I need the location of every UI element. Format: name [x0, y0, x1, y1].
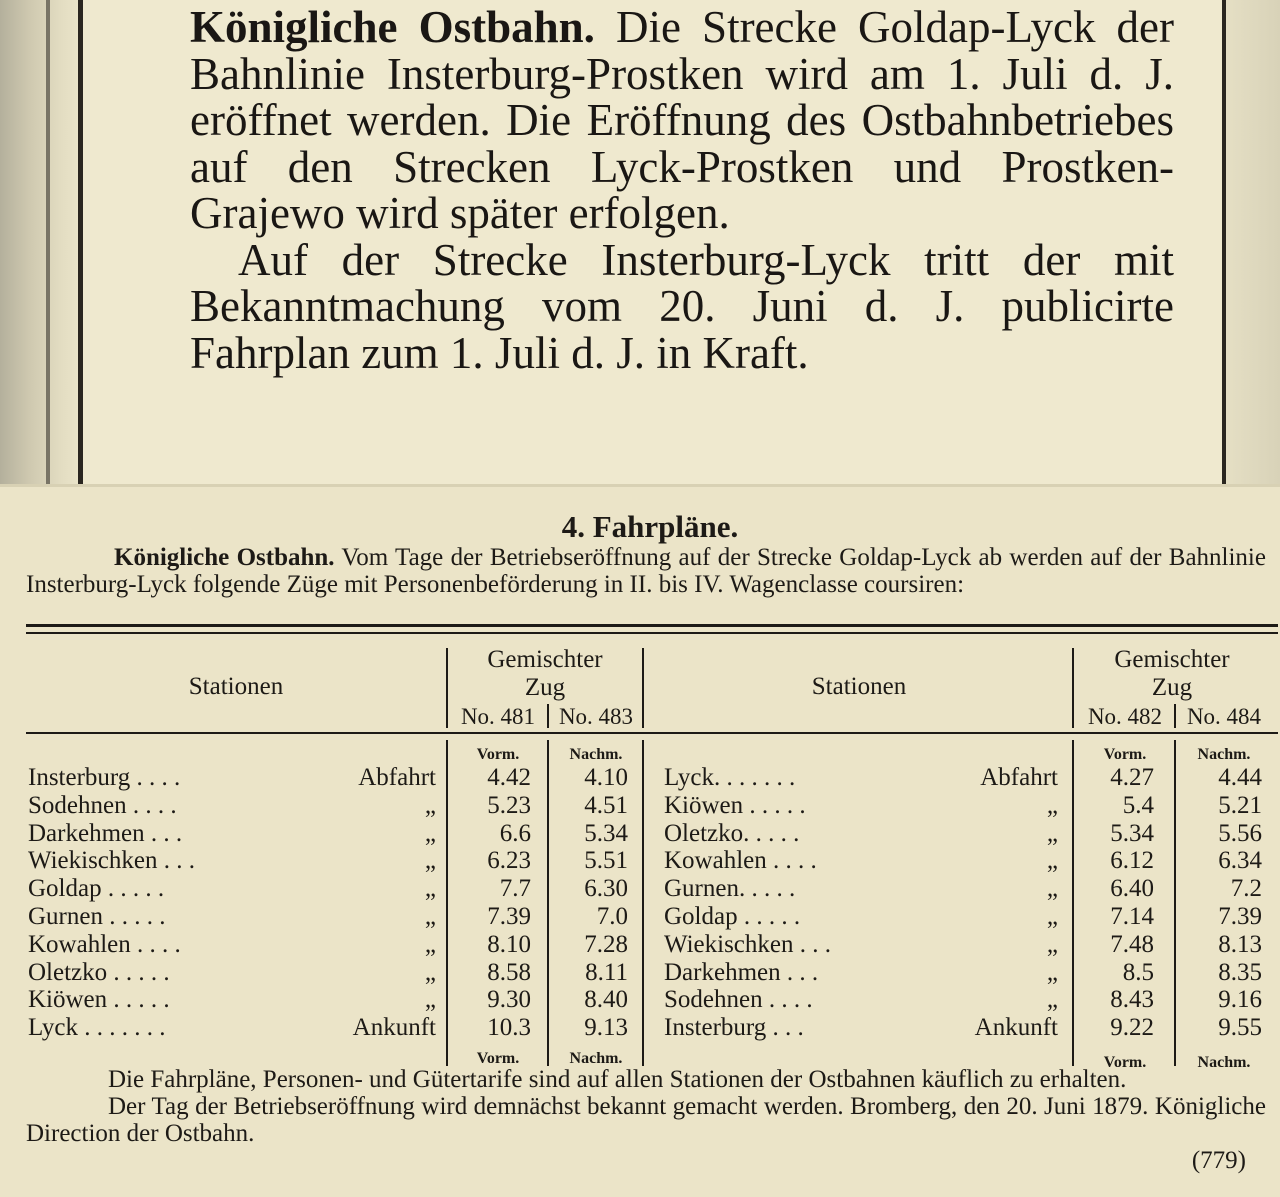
station-note: „ — [424, 875, 436, 903]
station-note: „ — [1046, 930, 1058, 958]
train-time: 4.51 — [584, 791, 628, 819]
station-name: Goldap . . . . . — [28, 875, 165, 903]
train-time: 6.34 — [1218, 847, 1262, 875]
station-name: Darkehmen . . . — [28, 819, 183, 847]
notice-number: (779) — [1191, 1147, 1246, 1174]
footer-paragraph-2: Der Tag der Betriebseröffnung wird demnächst bekannt gemacht werden. Bromberg, den 20. Juni 1879. Königliche Direction der Ostbahn. — [26, 1093, 1266, 1147]
station-name: Insterburg . . . — [664, 1014, 804, 1042]
station-name: Sodehnen . . . . — [664, 986, 813, 1014]
train-time: 9.22 — [1110, 1014, 1154, 1042]
station-note: „ — [424, 819, 436, 847]
station-name: Oletzko . . . . . — [28, 958, 170, 986]
col-rule — [446, 740, 448, 1066]
station-name: Lyck . . . . . . . — [28, 1014, 166, 1042]
train-time: 4.10 — [584, 764, 628, 791]
train-time: 7.0 — [596, 903, 628, 930]
station-note: Abfahrt — [358, 764, 436, 791]
station-name: Goldap . . . . . — [664, 903, 801, 930]
station-name: Kowahlen . . . . — [28, 930, 181, 958]
train-time: 6.30 — [584, 875, 628, 903]
period-label-nachm: Nachm. — [569, 1050, 623, 1067]
train-time: 6.12 — [1110, 847, 1154, 875]
col-rule — [446, 648, 448, 728]
station-name: Gurnen. . . . . — [664, 875, 796, 903]
period-label-vorm: Vorm. — [476, 1050, 520, 1067]
train-time: 7.2 — [1230, 875, 1262, 903]
train-time: 7.7 — [499, 875, 531, 903]
intro-heading: Königliche Ostbahn. — [114, 544, 335, 571]
top-clipping — [0, 0, 1280, 484]
period-label-nachm: Nachm. — [1197, 746, 1251, 763]
train-time: 5.34 — [584, 819, 628, 847]
station-name: Lyck. . . . . . . — [664, 764, 796, 791]
col-rule — [1174, 740, 1176, 1066]
train-time: 8.43 — [1110, 986, 1154, 1014]
train-time: 8.58 — [487, 958, 531, 986]
train-header-left: Gemischter Zug — [487, 646, 603, 701]
station-note: „ — [1046, 958, 1058, 986]
section-title: 4. Fahrpläne. — [561, 509, 739, 544]
train-time: 6.23 — [487, 847, 531, 875]
top-notice-body: Die Strecke Goldap-Lyck der Bahnlinie Insterburg-Prostken wird am 1. Juli d. J. eröffnet werden. Die Eröffnung des Ostbahnbetriebes auf den Strecken Lyck-Prostken und Prostken-Grajewo wird später erfolgen. — [190, 2, 1175, 238]
train-time: 5.21 — [1218, 791, 1262, 819]
train-time: 5.56 — [1218, 819, 1262, 847]
period-label-nachm: Nachm. — [1197, 1054, 1251, 1071]
footer-paragraph-1: Die Fahrpläne, Personen- und Gütertarife sind auf allen Stationen der Ostbahnen käuflich zu erhalten. — [108, 1066, 1127, 1093]
period-label-nachm: Nachm. — [569, 746, 623, 763]
station-note: „ — [1046, 819, 1058, 847]
station-note: „ — [1046, 847, 1058, 875]
stations-header-right: Stationen — [811, 673, 907, 700]
period-label-vorm: Vorm. — [476, 746, 520, 763]
table-header-rule — [26, 732, 1278, 734]
train-time: 4.42 — [487, 764, 531, 791]
scan-seam — [0, 484, 1280, 487]
station-name: Kiöwen . . . . . — [28, 986, 170, 1014]
train-time: 8.10 — [487, 930, 531, 958]
col-rule — [642, 648, 644, 728]
station-note: Ankunft — [352, 1014, 436, 1042]
train-time: 4.27 — [1110, 764, 1154, 791]
intro-paragraph — [26, 544, 1266, 598]
train-time: 6.6 — [499, 819, 531, 847]
train-time: 7.39 — [487, 903, 531, 930]
gutter-rule-inner — [78, 0, 83, 484]
train-time: 8.13 — [1218, 930, 1262, 958]
station-note: „ — [1046, 903, 1058, 930]
train-time: 4.44 — [1218, 764, 1262, 791]
train-time: 8.11 — [585, 958, 628, 986]
train-number-482: No. 482 — [1087, 704, 1163, 729]
footer-notice — [26, 1066, 1266, 1174]
col-rule — [547, 704, 549, 728]
station-name: Wiekischken . . . — [664, 930, 832, 958]
train-time: 7.14 — [1110, 903, 1154, 930]
station-name: Kiöwen . . . . . — [664, 791, 806, 819]
station-name: Sodehnen . . . . — [28, 791, 177, 819]
station-note: „ — [1046, 986, 1058, 1014]
train-time: 8.40 — [584, 986, 628, 1014]
train-time: 10.3 — [487, 1014, 531, 1042]
station-name: Kowahlen . . . . — [664, 847, 817, 875]
train-header-right: Gemischter Zug — [1114, 646, 1230, 701]
top-notice-paragraph-1 — [190, 4, 1174, 237]
train-time: 5.34 — [1110, 819, 1154, 847]
train-time: 7.39 — [1218, 903, 1262, 930]
train-time: 8.5 — [1122, 958, 1154, 986]
train-time: 5.4 — [1122, 791, 1154, 819]
station-name: Darkehmen . . . — [664, 958, 819, 986]
stations-header-left: Stationen — [188, 673, 284, 700]
station-note: Abfahrt — [980, 764, 1058, 791]
train-time: 9.16 — [1218, 986, 1262, 1014]
station-name: Gurnen . . . . . — [28, 903, 166, 930]
col-rule — [1072, 648, 1074, 728]
table-top-rule — [26, 624, 1278, 627]
table-top-rule-2 — [26, 632, 1278, 634]
period-label-vorm: Vorm. — [1103, 746, 1147, 763]
station-note: „ — [424, 847, 436, 875]
period-label-vorm: Vorm. — [1103, 1054, 1147, 1071]
train-time: 6.40 — [1110, 875, 1154, 903]
top-notice — [190, 4, 1174, 376]
train-number-481: No. 481 — [460, 704, 536, 729]
station-note: „ — [424, 930, 436, 958]
top-notice-heading: Königliche Ostbahn. — [190, 2, 595, 52]
station-note: „ — [1046, 875, 1058, 903]
train-number-483: No. 483 — [558, 704, 634, 729]
train-time: 9.30 — [487, 986, 531, 1014]
station-note: „ — [424, 791, 436, 819]
train-time: 5.51 — [584, 847, 628, 875]
train-time: 9.13 — [584, 1014, 628, 1042]
train-time: 7.28 — [584, 930, 628, 958]
train-time: 8.35 — [1218, 958, 1262, 986]
gutter-rule-outer — [46, 0, 50, 484]
footer-number-line — [26, 1147, 1266, 1174]
top-notice-paragraph-2: Auf der Strecke Insterburg-Lyck tritt der mit Bekanntmachung vom 20. Juni d. J. publicirte Fahrplan zum 1. Juli d. J. in Kraft. — [190, 234, 1174, 378]
station-name: Wiekischken . . . — [28, 847, 196, 875]
train-time: 7.48 — [1110, 930, 1154, 958]
station-note: „ — [424, 958, 436, 986]
col-rule — [642, 740, 644, 1066]
train-time: 9.55 — [1218, 1014, 1262, 1042]
timetable-page — [0, 484, 1280, 1197]
station-note: „ — [424, 986, 436, 1014]
station-name: Insterburg . . . . — [28, 764, 181, 791]
station-note: „ — [424, 903, 436, 930]
station-note: „ — [1046, 791, 1058, 819]
train-time: 5.23 — [487, 791, 531, 819]
page-gutter-shadow — [0, 0, 82, 484]
station-note: Ankunft — [974, 1014, 1058, 1042]
station-name: Oletzko. . . . . — [664, 819, 800, 847]
intro-body: Vom Tage der Betriebseröffnung auf der Strecke Goldap-Lyck ab werden auf der Bahnlinie Insterburg-Lyck folgende Züge mit Personenbeförderung in II. bis IV. Wagenclasse coursiren: — [26, 544, 1266, 598]
train-number-484: No. 484 — [1186, 704, 1262, 729]
adjacent-page-edge — [1226, 0, 1280, 484]
